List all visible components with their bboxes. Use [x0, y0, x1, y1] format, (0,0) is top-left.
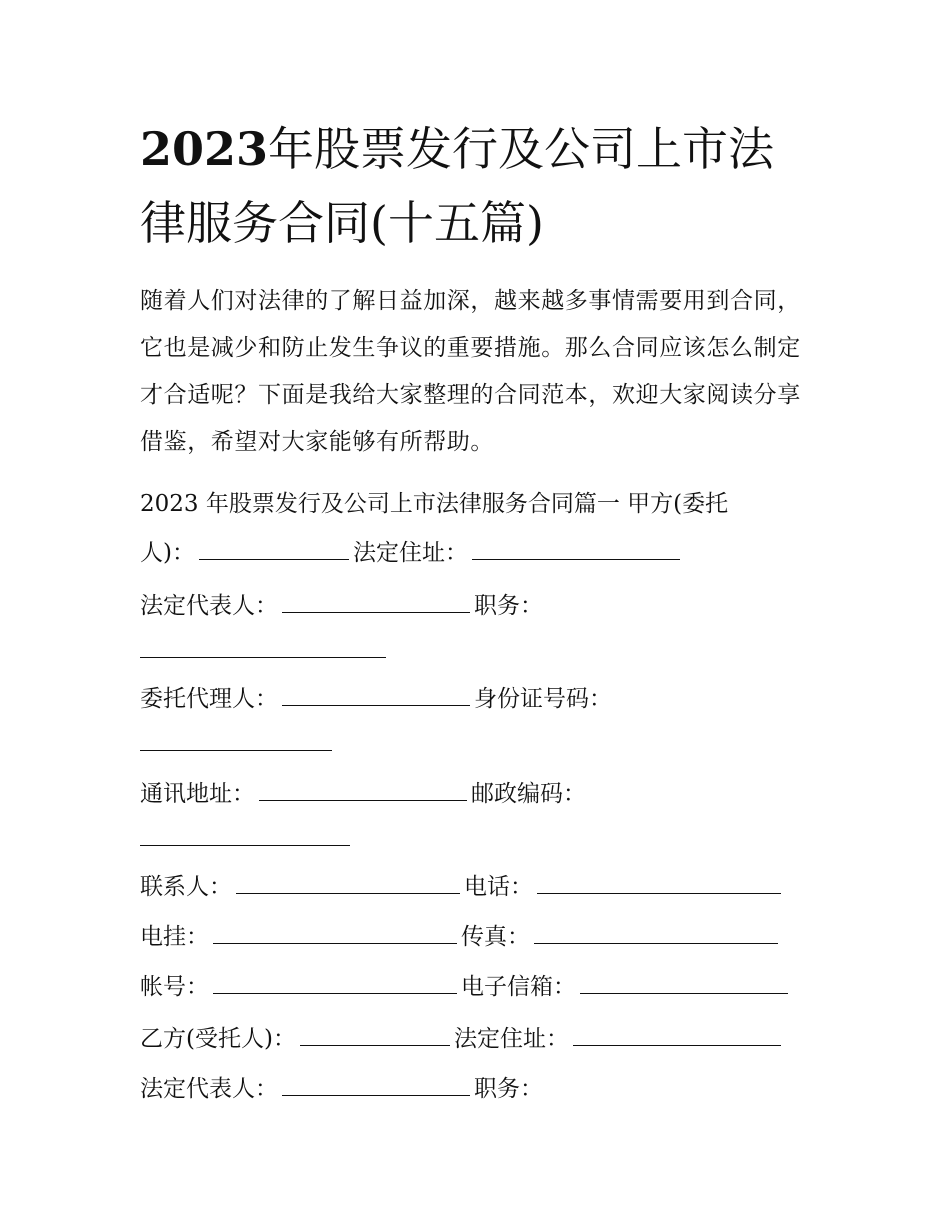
- address-label-b: 法定住址：: [453, 1026, 569, 1052]
- contact-blank[interactable]: [236, 873, 460, 894]
- address-b-blank[interactable]: [573, 1025, 781, 1046]
- agent-blank[interactable]: [282, 685, 470, 706]
- postcode-blank[interactable]: [140, 825, 350, 846]
- id-blank-line: [140, 729, 336, 759]
- legal-rep-label: 法定代表人：: [140, 593, 278, 619]
- agent-label: 委托代理人：: [140, 686, 278, 712]
- document-title: [140, 112, 820, 260]
- fax-blank[interactable]: [534, 923, 778, 944]
- party-a-blank[interactable]: [199, 539, 349, 560]
- legal-rep-line: [140, 591, 543, 621]
- position-blank-line: [140, 636, 390, 666]
- account-line: [140, 972, 792, 1002]
- email-label: 电子信箱：: [461, 974, 576, 1000]
- phone-blank[interactable]: [537, 873, 781, 894]
- account-label: 帐号：: [140, 974, 209, 1000]
- party-a-line: [140, 538, 684, 568]
- account-blank[interactable]: [213, 973, 457, 994]
- party-b-blank[interactable]: [300, 1025, 450, 1046]
- position-blank[interactable]: [140, 637, 386, 658]
- legal-rep-label-b: 法定代表人：: [140, 1076, 278, 1102]
- tel-line: [140, 922, 782, 952]
- contract-heading-line: [140, 489, 728, 519]
- contact-label: 联系人：: [140, 874, 232, 900]
- contract-heading: 2023 年股票发行及公司上市法律服务合同篇一 甲方(委托: [140, 491, 729, 517]
- party-b-line: [140, 1024, 785, 1054]
- position-label: 职务：: [474, 593, 543, 619]
- tel-blank[interactable]: [213, 923, 457, 944]
- email-blank[interactable]: [580, 973, 788, 994]
- agent-line: [140, 684, 612, 714]
- postcode-blank-line: [140, 824, 354, 854]
- tel-label: 电挂：: [140, 924, 209, 950]
- contact-line: [140, 872, 785, 902]
- phone-label: 电话：: [464, 874, 533, 900]
- mail-address-line: [140, 779, 586, 809]
- title-line1: 年股票发行及公司上市法: [268, 122, 775, 176]
- legal-rep-blank[interactable]: [282, 592, 470, 613]
- party-a-label: 人)：: [140, 540, 195, 566]
- mail-address-blank[interactable]: [259, 780, 467, 801]
- title-line2: 律服务合同(十五篇): [140, 196, 544, 250]
- id-blank[interactable]: [140, 730, 332, 751]
- mail-address-label: 通讯地址：: [140, 781, 255, 807]
- address-blank[interactable]: [472, 539, 680, 560]
- legal-rep-b-line: [140, 1074, 543, 1104]
- address-label: 法定住址：: [352, 540, 468, 566]
- legal-rep-b-blank[interactable]: [282, 1075, 470, 1096]
- intro-paragraph: 随着人们对法律的了解日益加深，越来越多事情需要用到合同，它也是减少和防止发生争议的重要措施。那么合同应该怎么制定才合适呢？下面是我给大家整理的合同范本，欢迎大家阅读分享借鉴，希望对大家能够有所帮助。: [140, 288, 801, 455]
- id-label: 身份证号码：: [474, 686, 612, 712]
- fax-label: 传真：: [461, 924, 530, 950]
- postcode-label: 邮政编码：: [471, 781, 586, 807]
- position-label-b: 职务：: [474, 1076, 543, 1102]
- title-year: 2023: [140, 122, 269, 176]
- party-b-label: 乙方(受托人)：: [140, 1026, 296, 1052]
